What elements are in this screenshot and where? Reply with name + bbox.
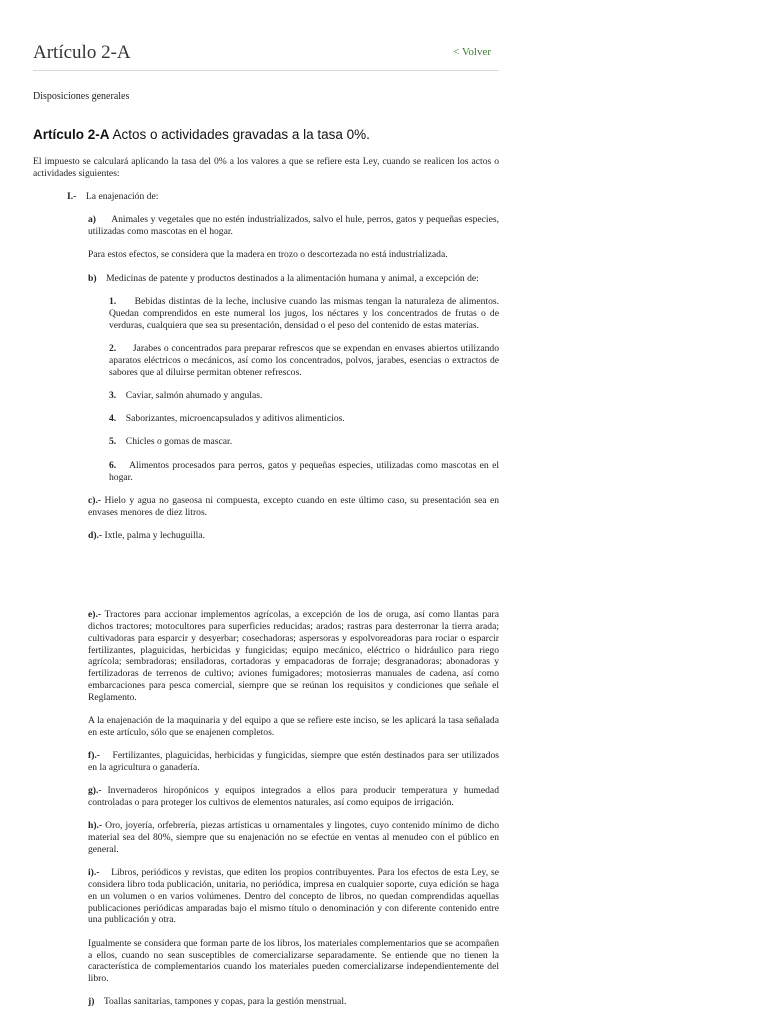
article-title: Actos o actividades gravadas a la tasa 0%.	[109, 127, 370, 142]
list-item	[33, 390, 499, 402]
list-item	[33, 413, 499, 425]
inciso-number: g).-	[88, 785, 102, 797]
inciso-text: Medicinas de patente y productos destinados a la alimentación humana y animal, a excepción de:	[106, 272, 479, 284]
inciso-i-note: Igualmente se considera que forman parte de los libros, los materiales complementarios que se acompañen a ellos, cuando no sean susceptibles de comercializarse separadamente. Se entiende que no tienen la característica de complementarios cuando los materiales pueden comercializarse independientemente del libro.	[88, 937, 499, 985]
inciso-number: a)	[88, 214, 96, 226]
item-number: 2.	[109, 342, 117, 354]
inciso-text: Hielo y agua no gaseosa ni compuesta, excepto cuando en este último caso, su presentación sea en envases menores de diez litros.	[88, 494, 499, 518]
inciso-text: Tractores para accionar implementos agrícolas, a excepción de los de oruga, así como llantas para dichos tractores; motocultores para superficies reducidas; arados; rastras para desterronar la tierra arada; cultivadoras para esparcir y desyerbar; cosechadoras; aspersoras y espolvoreadoras para rociar o esparcir fertilizantes, plaguicidas, herbicidas y fungicidas; equipo mecánico, eléctrico o hidráulico para riego agrícola; sembradoras; ensiladoras, cortadoras y empacadoras de forraje; desgranadoras; abonadoras y fertilizadoras de terrenos de cultivo; aviones fumigadores; motosierras manuales de cadena, así como embarcaciones para pesca comercial, siempre que se reúnan los requisitos y condiciones que señale el Reglamento.	[88, 609, 499, 703]
fraction-text: La enajenación de:	[85, 191, 159, 203]
item-text: Bebidas distintas de la leche, inclusive cuando las mismas tengan la naturaleza de alimentos. Quedan comprendidos en este numeral los jugos, los néctares y los concentrados de frutas o de verduras, cualquiera que sea su presentación, densidad o el peso del contenido de estas materias.	[109, 296, 499, 331]
blank-space	[33, 542, 499, 598]
inciso-d	[33, 530, 499, 542]
inciso-number: h).-	[88, 820, 103, 832]
document-page	[33, 0, 500, 1008]
inciso-number: f).-	[88, 750, 100, 762]
section-label: Disposiciones generales	[33, 91, 130, 102]
inciso-text: Toallas sanitarias, tampones y copas, para la gestión menstrual.	[103, 996, 347, 1008]
page-title: Artículo 2-A	[33, 42, 131, 63]
list-item	[33, 343, 499, 378]
list-item	[33, 296, 499, 331]
inciso-number: i).-	[88, 867, 100, 879]
inciso-b	[33, 273, 499, 285]
inciso-number: e).-	[88, 609, 102, 621]
item-number: 5.	[109, 436, 117, 448]
inciso-number: b)	[88, 272, 97, 284]
inciso-a-note: Para estos efectos, se considera que la madera en trozo o descortezada no está industrializada.	[88, 249, 448, 261]
item-number: 3.	[109, 389, 117, 401]
article-number: Artículo 2-A	[33, 127, 110, 142]
back-link[interactable]: < Volver	[453, 46, 491, 58]
item-number: 6.	[109, 459, 117, 471]
inciso-number: c).-	[88, 494, 102, 506]
inciso-e	[33, 609, 499, 703]
item-number: 1.	[109, 296, 117, 308]
inciso-a	[33, 214, 499, 238]
inciso-g	[33, 785, 499, 809]
article-body	[33, 156, 499, 1008]
inciso-h	[33, 820, 499, 855]
inciso-text: Animales y vegetales que no estén industrializados, salvo el hule, perros, gatos y pequeñas especies, utilizadas como mascotas en el hogar.	[88, 214, 499, 238]
list-item	[33, 460, 499, 484]
inciso-c	[33, 495, 499, 519]
inciso-text: Ixtle, palma y lechuguilla.	[104, 529, 205, 541]
inciso-e-note: A la enajenación de la maquinaria y del equipo a que se refiere este inciso, se les aplicará la tasa señalada en este artículo, sólo que se enajenen completos.	[88, 715, 499, 738]
item-text: Jarabes o concentrados para preparar refrescos que se expendan en envases abiertos utilizando aparatos eléctricos o mecánicos, así como los concentrados, polvos, jarabes, esencias o extractos de sabores que al diluirse permitan obtener refrescos.	[109, 342, 500, 378]
fraction-I	[33, 191, 499, 203]
inciso-text: Invernaderos hiropónicos y equipos integrados a ellos para producir temperatura y humedad controladas o para proteger los cultivos de elementos naturales, así como equipos de irrigación.	[88, 785, 499, 809]
inciso-i	[33, 867, 499, 926]
inciso-f	[33, 750, 499, 774]
inciso-j	[33, 996, 499, 1008]
item-number: 4.	[109, 413, 117, 425]
page-header	[33, 0, 499, 71]
fraction-number: I.-	[67, 191, 77, 203]
inciso-number: j)	[88, 996, 95, 1008]
item-text: Caviar, salmón ahumado y angulas.	[125, 389, 263, 401]
list-item	[33, 436, 499, 448]
inciso-text: Fertilizantes, plaguicidas, herbicidas y fungicidas, siempre que estén destinados para ser utilizados en la agricultura o ganadería.	[88, 750, 500, 773]
item-text: Chicles o gomas de mascar.	[125, 436, 233, 448]
item-text: Alimentos procesados para perros, gatos y pequeñas especies, utilizadas como mascotas en el hogar.	[109, 459, 499, 483]
inciso-text: Libros, periódicos y revistas, que editen los propios contribuyentes. Para los efectos de esta Ley, se considera libro toda publicación, unitaria, no periódica, impresa en cualquier soporte, cuya edición se haga en un volumen o en varios volúmenes. Dentro del concepto de libros, no quedan comprendidas aquellas publicaciones periódicas amparadas bajo el mismo título o denominación y con diferente contenido entre una publicación y otra.	[88, 867, 499, 926]
inciso-text: Oro, joyería, orfebrería, piezas artísticas u ornamentales y lingotes, cuyo contenido mínimo de dicho material sea del 80%, siempre que su enajenación no se efectúe en ventas al menudeo con el público en general.	[88, 820, 500, 855]
intro-paragraph: El impuesto se calculará aplicando la tasa del 0% a los valores a que se refiere esta Ley, cuando se realicen los actos o actividades siguientes:	[33, 156, 499, 179]
item-text: Saborizantes, microencapsulados y aditivos alimenticios.	[125, 413, 345, 425]
article-heading	[33, 127, 370, 142]
inciso-number: d).-	[88, 529, 103, 541]
